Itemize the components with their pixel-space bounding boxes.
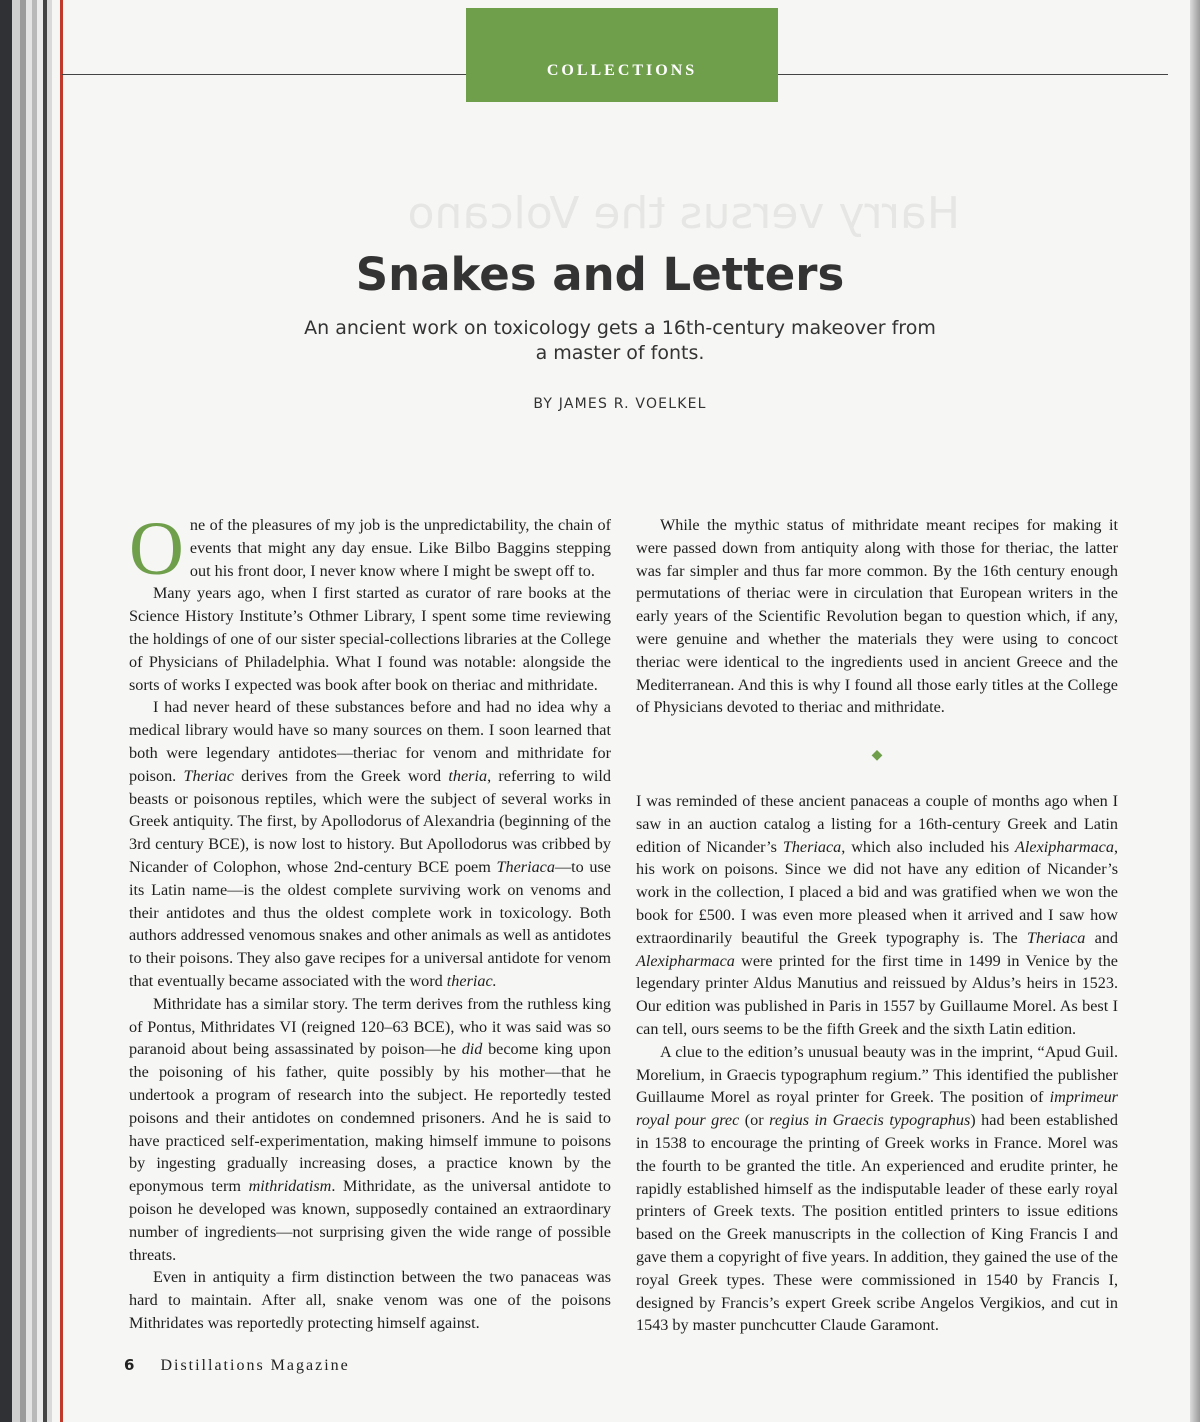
right-column — [636, 514, 1118, 1337]
article-deck: An ancient work on toxicology gets a 16th-century makeover from a master of fonts. — [304, 317, 936, 364]
section-tab — [466, 8, 778, 102]
paragraph: Mithridate has a similar story. The term derives from the ruthless king of Pontus, Mithridates VI (reigned 120–63 BCE), who it was said was so paranoid about being assassinated by poison—he did become king upon the poisoning of his father, quite possibly by his mother—that he undertook a program of research into the subject. He reportedly tested poisons and their antidotes on condemned prisoners. And he is said to have practiced self-experimentation, making himself immune to poisons by ingesting gradually increasing doses, a practice known by the eponymous term mithridatism. Mithridate, as the universal antidote to poison he developed was known, supposedly contained an extraordinary number of ingredients—not surprising given the wide range of possible threats. — [129, 994, 611, 1264]
drop-cap: O — [129, 507, 184, 591]
magazine-name: Distillations Magazine — [160, 1357, 350, 1374]
section-divider-diamond-icon: ◆ — [871, 748, 883, 764]
header-rule-left — [62, 74, 466, 75]
paragraph: One of the pleasures of my job is the unpredictability, the chain of events that might any day ensue. Like Bilbo Baggins stepping out his front door, I never know where I might be swept off to. — [129, 507, 611, 591]
article-title: Snakes and Letters — [355, 248, 845, 301]
article-byline: BY JAMES R. VOELKEL — [533, 396, 707, 412]
page-number: 6 — [124, 1356, 135, 1374]
page-footer — [124, 1356, 350, 1375]
page-right-edge — [1190, 0, 1200, 1422]
paragraph: Many years ago, when I first started as curator of rare books at the Science History Institute’s Othmer Library, I spent some time reviewing the holdings of one of our sister special-collections libraries at the College of Physicians of Philadelphia. What I found was notable: alongside the sorts of works I expected was book after book on theriac and mithridate. — [129, 584, 611, 694]
paragraph: I had never heard of these substances before and had no idea why a medical library would have so many sources on them. I soon learned that both were legendary antidotes—theriac for venom and mithridate for poison. Theriac derives from the Greek word theria, referring to wild beasts or poisonous reptiles, which were the subject of several works in Greek antiquity. The first, by Apollodorus of Alexandria (beginning of the 3rd century BCE), is now lost to history. But Apollodorus was cribbed by Nicander of Colophon, whose 2nd-century BCE poem Theriaca—to use its Latin name—is the oldest complete surviving work on venoms and their antidotes and thus the oldest complete work in toxicology. Both authors addressed venomous snakes and other animals as well as antidotes to their poisons. They also gave recipes for a universal antidote for venom that eventually became associated with the word theriac. — [129, 698, 611, 990]
red-page-edge — [60, 0, 63, 1422]
paragraph: Even in antiquity a firm distinction between the two panaceas was hard to maintain. After all, snake venom was one of the poisons Mithridates was reportedly protecting himself against. — [129, 1268, 611, 1332]
paragraph: I was reminded of these ancient panaceas a couple of months ago when I saw in an auction catalog a listing for a 16th-century Greek and Latin edition of Nicander’s Theriaca, which also included his Alexipharmaca, his work on poisons. Since we did not have any edition of Nicander’s work in the collection, I placed a bid and was gratified when we won the book for £500. I was even more pleased when it arrived and I saw how extraordinarily beautiful the Greek typography is. The Theriaca and Alexipharmaca were printed for the first time in 1499 in Venice by the legendary printer Aldus Manutius and reissued by Aldus’s heirs in 1523. Our edition was published in Paris in 1557 by Guillaume Morel. As best I can tell, ours seems to be the fifth Greek and the sixth Latin edition. — [636, 791, 1118, 1038]
section-tab-label: COLLECTIONS — [546, 62, 698, 79]
paragraph: While the mythic status of mithridate meant recipes for making it were passed down from antiquity along with those for theriac, the latter was far simpler and thus far more common. By the 16th century enough permutations of theriac were in circulation that European writers in the early years of the Scientific Revolution began to question which, if any, were genuine and whether the materials they were using to concoct theriac were identical to the ingredients used in ancient Greece and the Mediterranean. And this is why I found all those early titles at the College of Physicians devoted to theriac and mithridate. — [636, 516, 1118, 717]
paragraph: A clue to the edition’s unusual beauty was in the imprint, “Apud Guil. Morelium, in Graecis typographum regium.” This identified the publisher Guillaume Morel as royal printer for Greek. The position of imprimeur royal pour grec (or regius in Graecis typographus) had been established in 1538 to encourage the printing of Greek works in France. Morel was the fourth to be granted the title. An experienced and erudite printer, he rapidly established himself as the indisputable leader of these early royal printers of Greek texts. The position entitled printers to issue editions based on the Greek manuscripts in the collection of King Francis I and gave them a copyright of five years. In addition, they gained the use of the royal Greek types. These were commissioned in 1540 by Francis I, designed by Francis’s expert Greek scribe Angelos Vergikios, and cut in 1543 by master punchcutter Claude Garamont. — [636, 1042, 1118, 1335]
left-column — [129, 507, 611, 1335]
header-rule-right — [778, 74, 1168, 75]
show-through-text: Harry versus the Volcano — [407, 188, 960, 239]
